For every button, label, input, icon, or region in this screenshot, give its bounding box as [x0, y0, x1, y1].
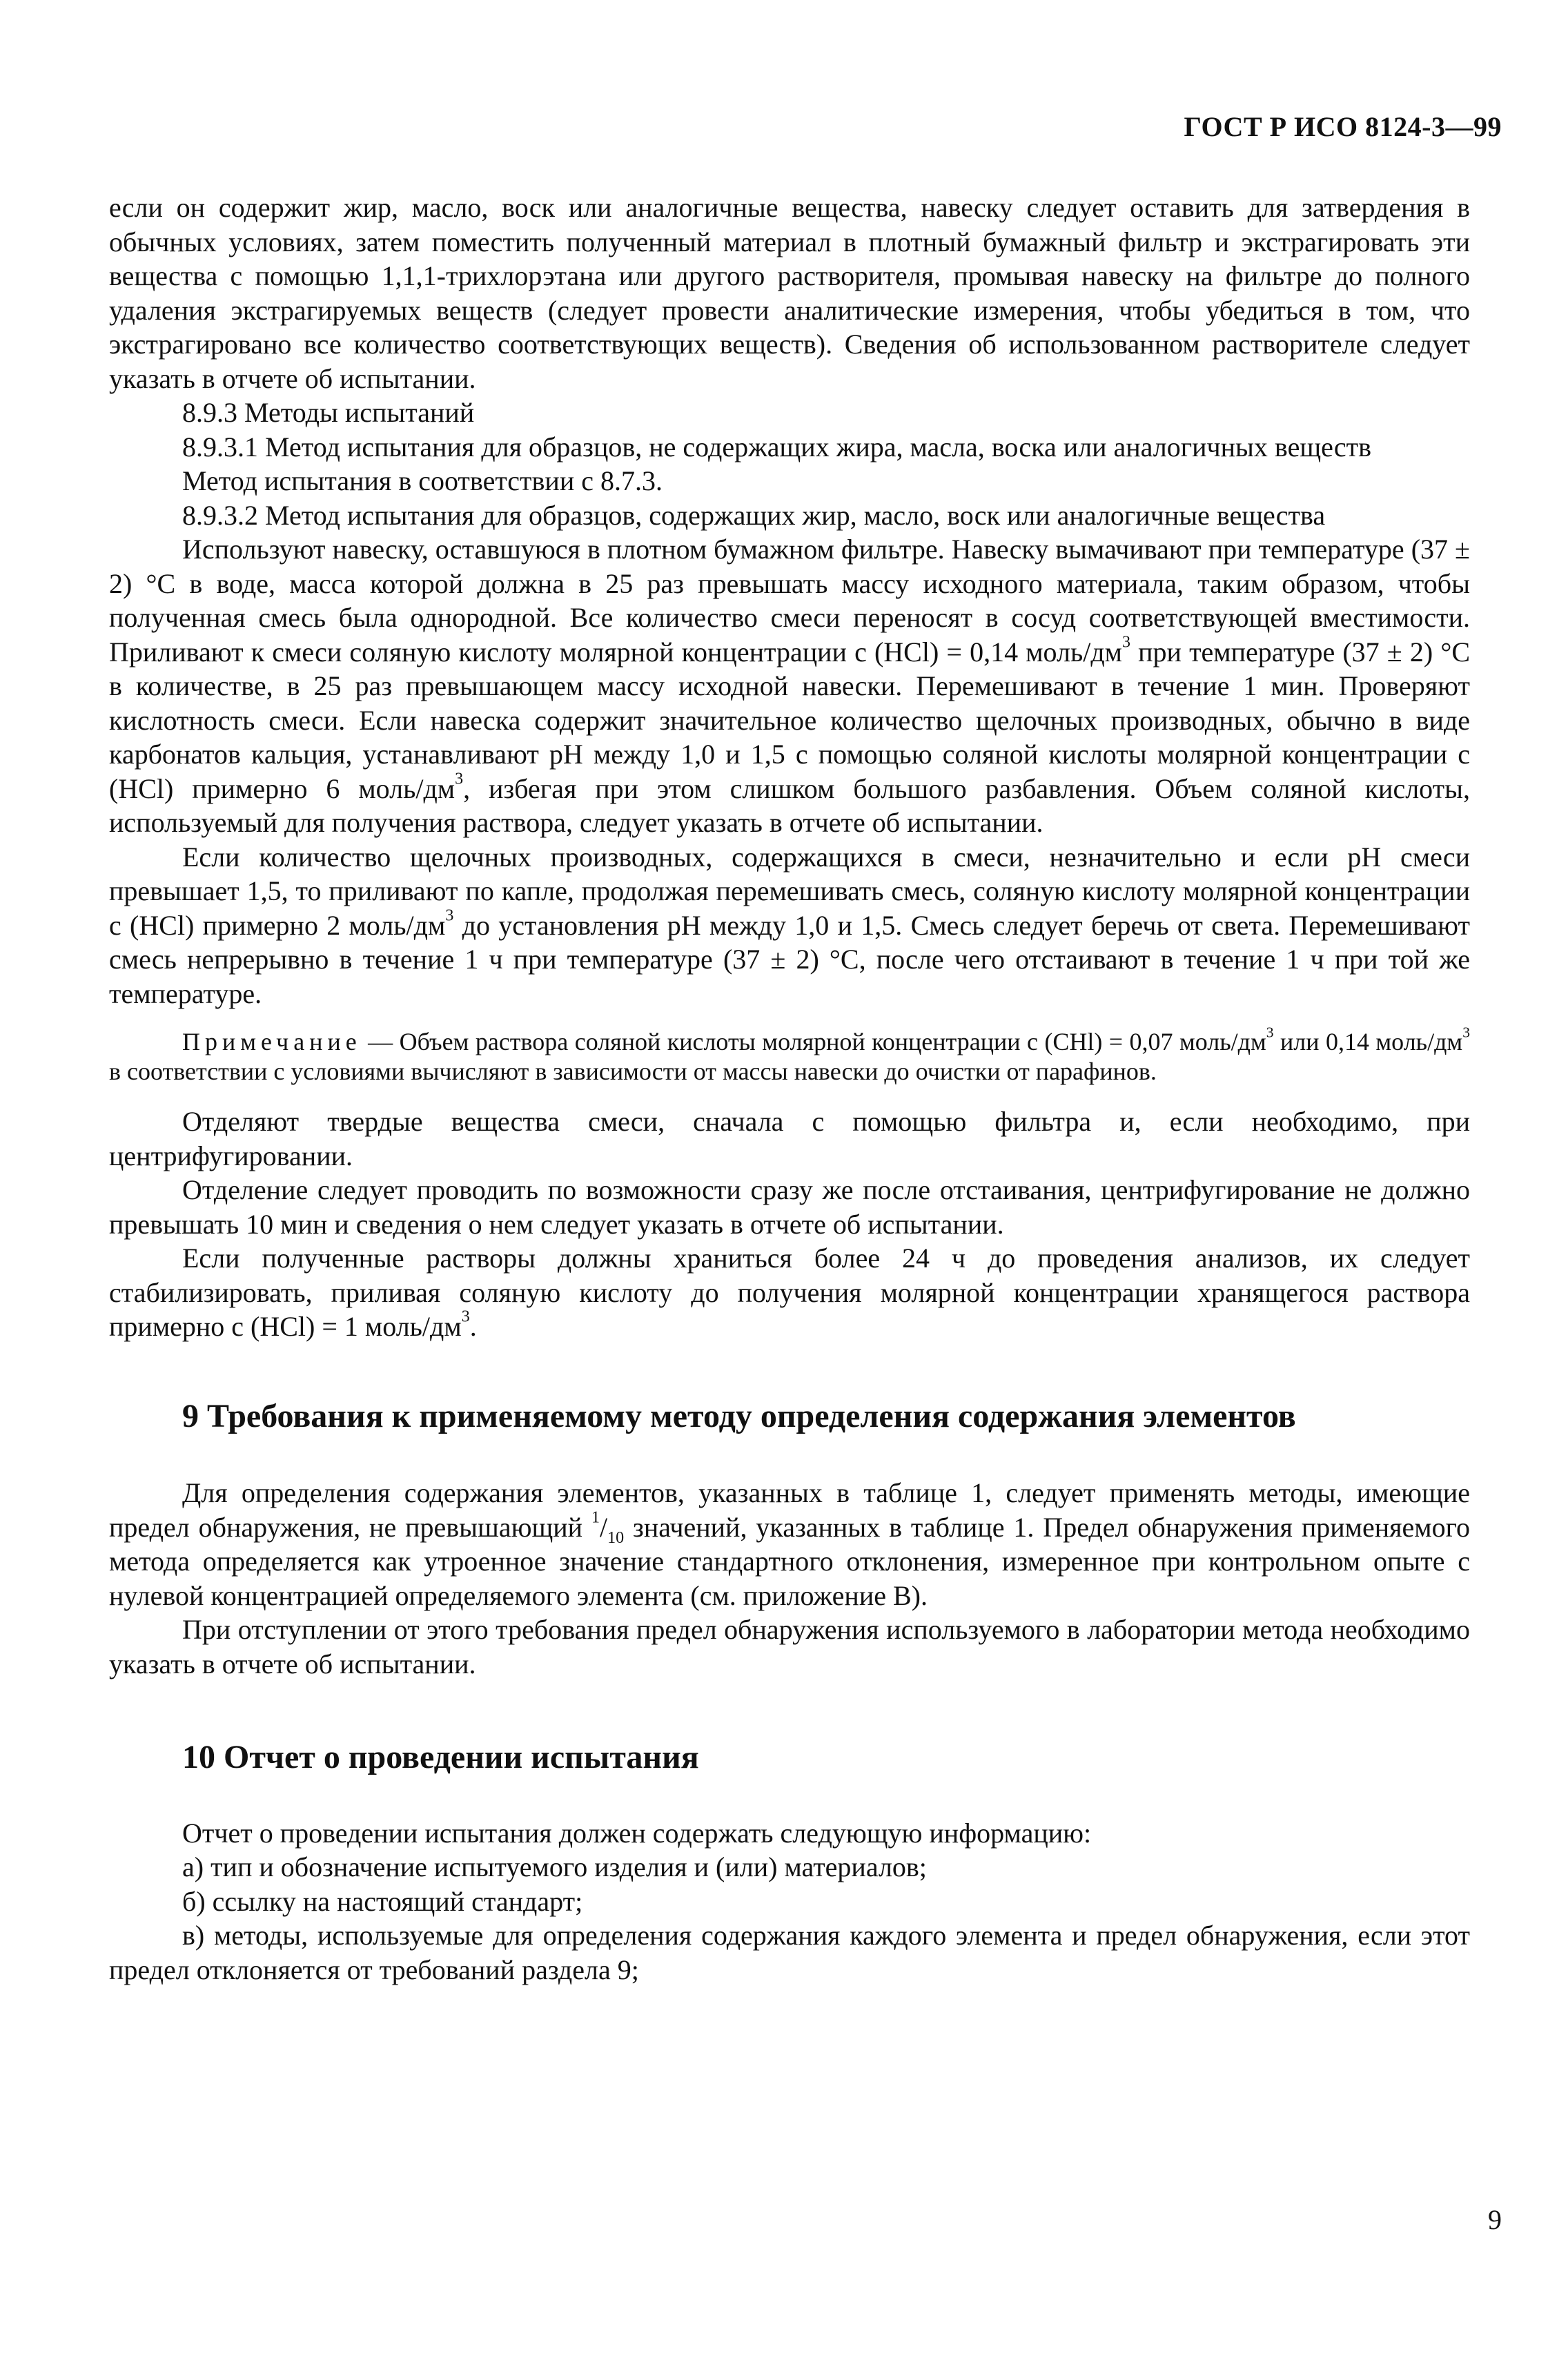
- subsection-8-9-3-title: 8.9.3 Методы испытаний: [182, 397, 475, 428]
- list-item: а) тип и обозначение испытуемого изделия и (или) материалов;: [182, 1851, 927, 1882]
- subsection-8-9-3-2-title: 8.9.3.2 Метод испытания для образцов, содержащих жир, масло, воск или аналогичные вещества: [182, 499, 1326, 531]
- paragraph-stabilization: Если полученные растворы должны храниться более 24 ч до проведения анализов, их следует стабилизировать, приливая соляную кислоту до получения молярной концентрации хранящегося раствора примерно с (HCl) = 1 моль/$дм^3$.: [109, 1243, 1470, 1342]
- section-9-paragraph-2: При отступлении от этого требования предел обнаружения используемого в лаборатории метода необходимо указать в отчете об испытании.: [109, 1614, 1470, 1679]
- paragraph-centrifugation: Отделение следует проводить по возможности сразу же после отстаивания, центрифугирование не должно превышать 10 мин и сведения о нем следует указать в отчете об испытании.: [109, 1174, 1470, 1240]
- paragraph-extraction: если он содержит жир, масло, воск или аналогичные вещества, навеску следует оставить для затвердения в обычных условиях, затем поместить полученный материал в плотный бумажный фильтр и экстрагировать эти вещества с помощью 1,1,1-трихлорэтана или другого растворителя, промывая навеску на фильтре до полного удаления экстрагируемых веществ (следует провести аналитические измерения, чтобы убедиться в том, что экстрагировано все количество соответствующих веществ). Сведения об использованном растворителе следует указать в отчете об испытании.: [109, 192, 1470, 394]
- list-item: б) ссылку на настоящий стандарт;: [182, 1885, 583, 1917]
- subsection-8-9-3-1-title: 8.9.3.1 Метод испытания для образцов, не содержащих жира, масла, воска или аналогичных веществ: [182, 431, 1371, 462]
- paragraph-separation: Отделяют твердые вещества смеси, сначала с помощью фильтра и, если необходимо, при центрифугировании.: [109, 1106, 1470, 1171]
- paragraph-method-description: Используют навеску, оставшуюся в плотном бумажном фильтре. Навеску вымачивают при температуре (37 ± 2) °С в воде, масса которой должна в 25 раз превышать массу исходного материала, таким образом, чтобы полученная смесь была однородной. Все количество смеси переносят в сосуд соответствующей вместимости. Приливают к смеси соляную кислоту молярной концентрации с (HCl) = 0,14 моль/$дм^3$ при температуре (37 ± 2) °С в количестве, в 25 раз превышающем массу исходной навески. Перемешивают в течение 1 мин. Проверяют кислотность смеси. Если навеска содержит значительное количество щелочных производных, обычно в виде карбонатов кальция, устанавливают pH между 1,0 и 1,5 с помощью соляной кислоты молярной концентрации с (HCl) примерно 6 моль/$дм^3$, избегая при этом слишком большого разбавления. Объем соляной кислоты, используемый для получения раствора, следует указать в отчете об испытании.: [109, 534, 1471, 838]
- section-9-heading: 9 Требования к применяемому методу определения содержания элементов: [182, 1397, 1296, 1434]
- paragraph-alkaline-case: Если количество щелочных производных, содержащихся в смеси, незначительно и если pH смеси превышает 1,5, то приливают по капле, продолжая перемешивать смесь, соляную кислоту молярной концентрации с (HCl) примерно 2 моль/$дм^3$ до установления pH между 1,0 и 1,5. Смесь следует беречь от света. Перемешивают смесь непрерывно в течение 1 ч при температуре (37 ± 2) °С, после чего отстаивают в течение 1 ч при той же температуре.: [109, 841, 1470, 1009]
- note-label: Примечание: [182, 1028, 362, 1055]
- note-paragraph: Примечание — Объем раствора соляной кислоты молярной концентрации с (CHl) = 0,07 моль/$дм^3$ или 0,14 моль/$дм^3$ в соответствии с условиями вычисляют в зависимости от массы навески до очистки от парафинов.: [109, 1024, 1470, 1085]
- section-10-heading: 10 Отчет о проведении испытания: [182, 1739, 699, 1775]
- list-item: в) методы, используемые для определения содержания каждого элемента и предел обнаружения, если этот предел отклоняется от требований раздела 9;: [109, 1920, 1470, 1985]
- section-10-intro: Отчет о проведении испытания должен содержать следующую информацию:: [182, 1817, 1092, 1849]
- subsection-8-9-3-1-text: Метод испытания в соответствии с 8.7.3.: [182, 465, 663, 496]
- page-body: [109, 191, 1470, 1987]
- section-9-paragraph-1: Для определения содержания элементов, указанных в таблице 1, следует применять методы, имеющие предел обнаружения, не превышающий $^1/_{10}$ значений, указанных в таблице 1. Предел обнаружения применяемого метода определяется как утроенное значение стандартного отклонения, измеренное при контрольном опыте с нулевой концентрацией определяемого элемента (см. приложение В).: [109, 1477, 1470, 1611]
- page-number: 9: [1488, 2204, 1502, 2235]
- document-header-code: ГОСТ Р ИСО 8124-3—99: [1184, 111, 1502, 142]
